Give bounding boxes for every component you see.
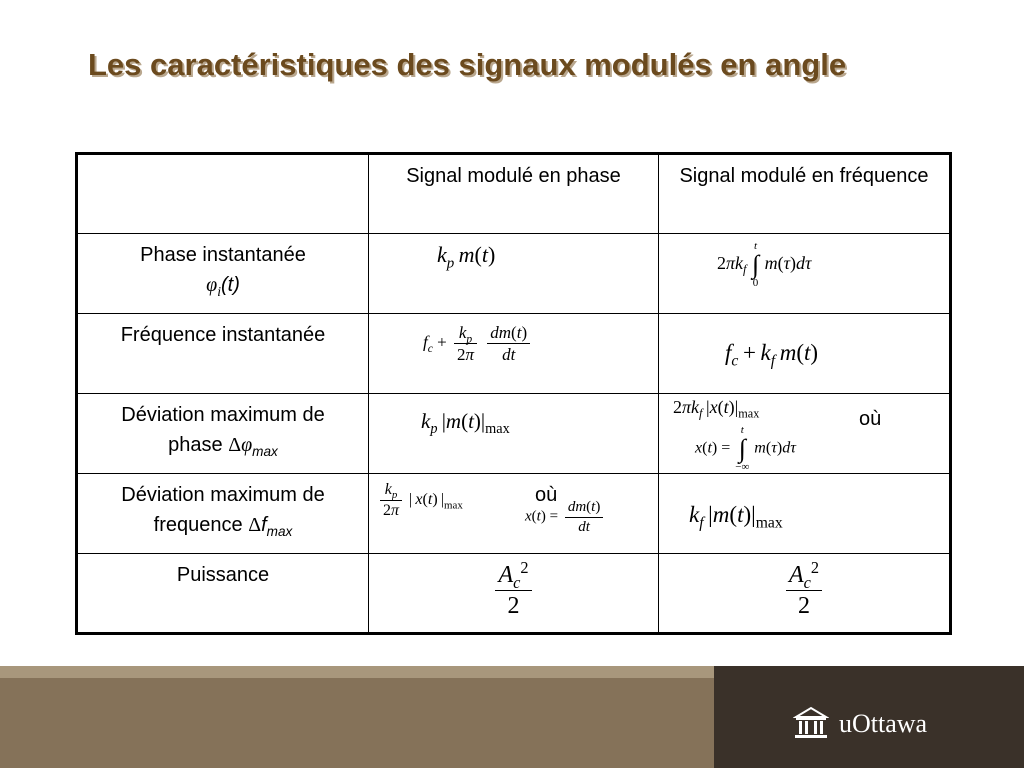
formula-phase-instantaneous-frequency (369, 314, 659, 394)
formula-fc-plus-kf-m-t: $f_c + k_f$ m(t) (725, 340, 819, 370)
table-row (77, 394, 951, 474)
formula-phase-instantaneous-phase (369, 234, 659, 314)
integral-sign: t ∫ 0 (751, 240, 760, 289)
formula-kf-abs-m-max: $k_f$ $|m(t)|_{max}$ (689, 502, 783, 532)
row-label-power: Puissance (77, 554, 369, 634)
table-header-row (77, 154, 951, 234)
formula-fc-plus-kp-dm-dt: $f_c$ + $\frac{k_p}{2\pi}$ $\frac{dm(t)}{dt}$ (375, 320, 652, 366)
table-row (77, 234, 951, 314)
row-label-text: Phase instantanée (140, 244, 306, 266)
row-label-instantaneous-frequency: Fréquence instantanée (77, 314, 369, 394)
slide-title: Les caractéristiques des signaux modulés en angle (88, 47, 847, 82)
formula-freq-instantaneous-phase (659, 234, 951, 314)
formula-2pi-kf-abs-x-max: $2\pi k_f$ $|x(t)|_{max}$ (673, 397, 760, 421)
header-phase-modulated: Signal modulé en phase (369, 154, 659, 234)
formula-kp-abs-m-max: $k_p$ $|m(t)|_{max}$ (421, 409, 510, 438)
formula-freq-instantaneous-frequency (659, 314, 951, 394)
header-frequency-modulated: Signal modulé en fréquence (659, 154, 951, 234)
fraction-ac2-over-2: $\frac{A_c^2}{2}$ (786, 560, 822, 621)
where-label: où (859, 408, 882, 430)
fraction-kp-over-2pi: $\frac{k_p}{2\pi}$ (380, 480, 402, 521)
formula-freq-max-phase-deviation (659, 394, 951, 474)
phase-symbol: $\varphi_i(t)$ (206, 274, 240, 299)
where-label: où (535, 484, 558, 506)
footer-band (0, 666, 714, 768)
university-logo-text: uOttawa (839, 709, 928, 738)
row-label-text-line2: frequence $\Delta f_{max}$ (153, 514, 293, 539)
table-row (77, 554, 951, 634)
formula-x-t-integral-definition: x(t) = t ∫ −∞ m(τ)dτ (695, 424, 796, 473)
formula-phase-power (369, 554, 659, 634)
table-row (77, 314, 951, 394)
row-label-max-frequency-deviation (77, 474, 369, 554)
row-label-max-phase-deviation (77, 394, 369, 474)
row-label-text-line2: phase $\Delta\varphi_{max}$ (168, 434, 278, 459)
formula-freq-power (659, 554, 951, 634)
formula-ac-squared-over-2 (665, 560, 943, 621)
formula-kp-m-t: $k_p$ m(t) (437, 242, 496, 272)
properties-table (75, 152, 952, 635)
row-label-text: Déviation maximum de (121, 404, 325, 426)
fraction-kp-over-2pi: $\frac{k_p}{2\pi}$ (454, 322, 477, 366)
fraction-ac2-over-2: $\frac{A_c^2}{2}$ (495, 560, 531, 621)
university-building-icon (793, 705, 829, 741)
formula-x-t-dm-dt-definition: x(t) = $\frac{dm(t)}{dt}$ (525, 498, 606, 537)
row-label-instantaneous-phase (77, 234, 369, 314)
table-row (77, 474, 951, 554)
formula-kp-over-2pi-abs-x-max: $\frac{k_p}{2\pi}$ | x(t) $|_{max}$ (377, 480, 463, 521)
fraction-dm-over-dt: $\frac{dm(t)}{dt}$ (487, 322, 530, 366)
formula-phase-max-phase-deviation (369, 394, 659, 474)
formula-phase-max-frequency-deviation (369, 474, 659, 554)
row-label-text: Déviation maximum de (121, 484, 325, 506)
formula-2pi-kf-integral: $2\pi k_f$ t ∫ 0 m(τ)dτ (717, 240, 812, 289)
integral-sign: t ∫ −∞ (735, 424, 750, 473)
formula-ac-squared-over-2 (375, 560, 652, 621)
fraction-dm-over-dt: $\frac{dm(t)}{dt}$ (565, 498, 604, 537)
header-empty-cell (77, 154, 369, 234)
formula-freq-max-frequency-deviation (659, 474, 951, 554)
